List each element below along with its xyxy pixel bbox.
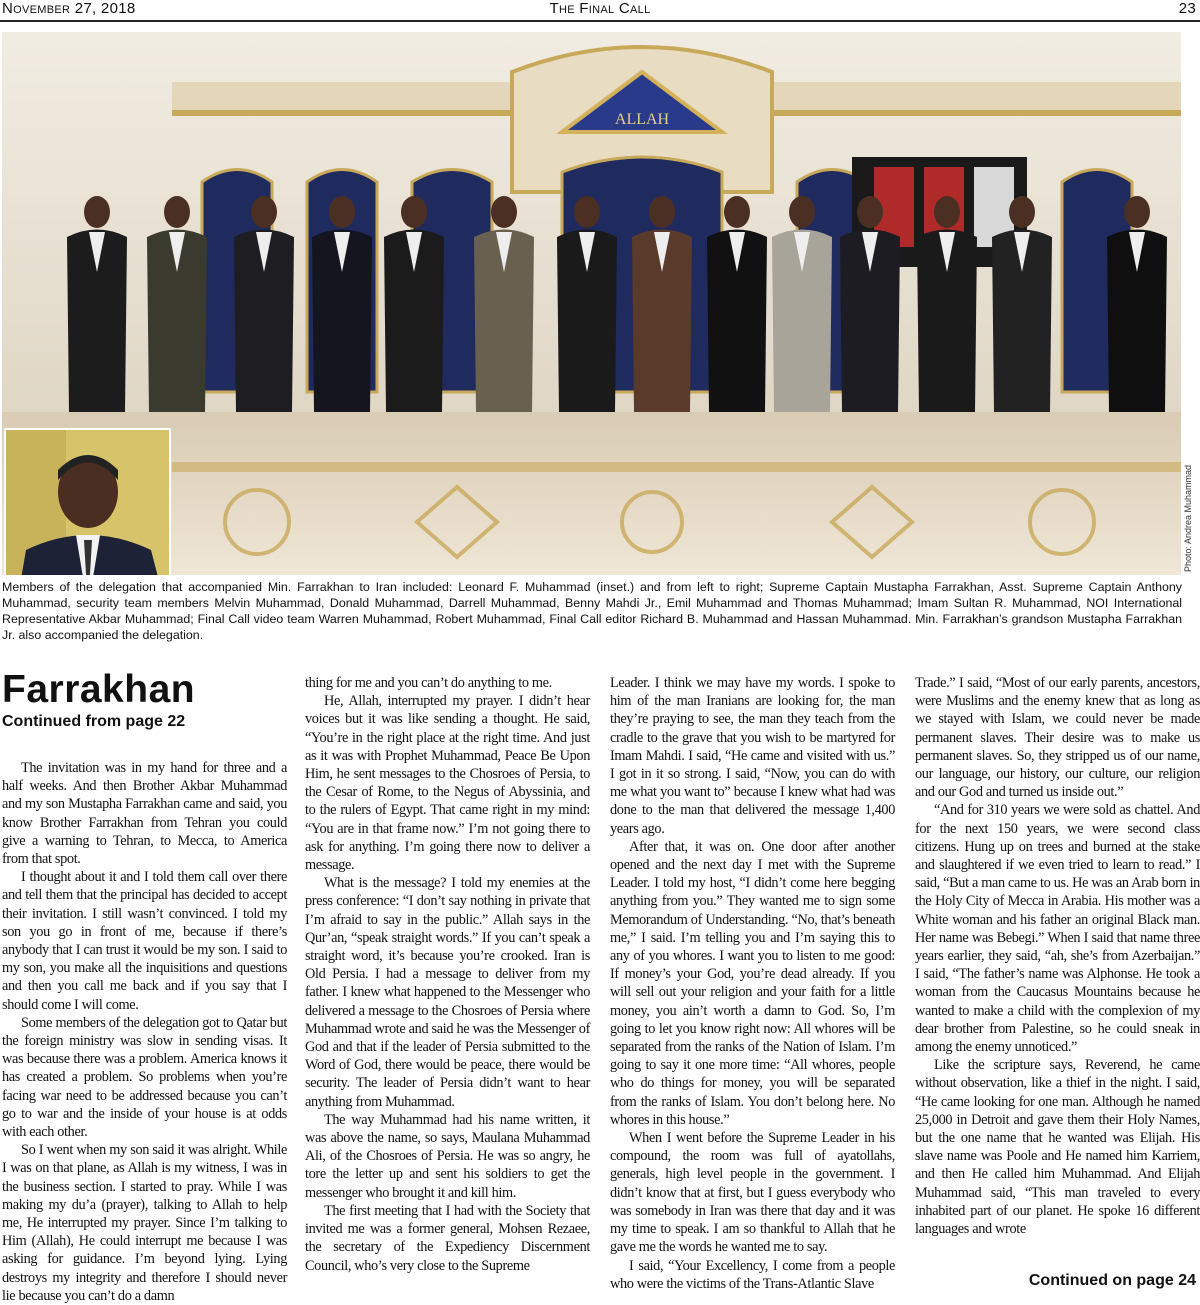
continued-from: Continued from page 22 [2, 713, 186, 730]
paragraph: He, Allah, interrupted my prayer. I didn’t hear voices but it was like sending a thought. He said, “You’re in the right place at the right time. And just as it was with Prophet Muhammad, Peace Be Upon Him, he sent messages to the Chosroes of Persia, to the Cesar of Rome, to the Negus of Abyssinia, and to the rulers of Egypt. That came right in my mind: “You are in that frame now.” I’m not going there to ask for anything. I’m going there now to deliver a message. [305, 693, 590, 874]
paragraph: So I went when my son said it was alright. While I was on that plane, as Allah is my witness, I was in the business section. I started to pray. While I was making my du’a (prayer), talking to Allah to help me, He interrupted my prayer. Since I’m talking to Him (Allah), He could interrupt me because I was asking for guidance. I’m beyond lying. Lying destroys my integrity and therefore I should never lie because you can’t do a damn [2, 1142, 287, 1304]
continued-on: Continued on page 24 [1028, 1272, 1196, 1289]
paragraph: After that, it was on. One door after another opened and the next day I met with the Supreme Leader. I told my host, “I didn’t come here begging anything from you.” They wanted me to sign some Memorandum of Understanding. “No, that’s beneath me,” I said. I’m telling you and I’m saying this to any of you whores. I want you to listen to me good: If money’s your God, you’re dead already. If you will sell out your religion and your faith for a little money, you ain’t worth a damn to God. So, I’m going to let you know right now: All whores will be separated from the ranks of the Nation of Islam. I’m going to say it one more time: “All whores, people who do things for money, you will be separated from the ranks of Islam. You don’t belong here. No whores in this house.” [610, 838, 895, 1128]
paragraph: I said, “Your Excellency, I come from a people who were the victims of the Trans-Atlantic Slave [610, 1257, 895, 1292]
article-column-1 [2, 759, 287, 1305]
paragraph: What is the message? I told my enemies at the press conference: “I don’t say nothing in private that I’m afraid to say in the public.” Allah says in the Qur’an, “speak straight words.” If you can’t speak a straight word, it’s because you’re crooked. Iran is Old Persia. I had a message to deliver from my father. I knew what happened to the Messenger who delivered a message to the Chosroes of Persia where Muhammad wrote and said he was the Messenger of God and that if the leader of Persia submitted to the Word of God, there would be peace, there would be security. The leader of Persia didn’t want to hear anything from Muhammad. [305, 875, 590, 1110]
allah-banner-text: ALLAH [614, 111, 670, 128]
paragraph: Some members of the delegation got to Qatar but the foreign ministry was slow in sending visas. It was because there was a problem. America knows it has created a problem. So problems when you’re facing war need to be addressed because you can’t go to war and the inside of your house is at odds with each other. [2, 1014, 287, 1141]
paragraph: I thought about it and I told them call over there and tell them that the principal has decided to accept their invitation. I still wasn’t convinced. I told my son you go in front of me, because if there’s anybody that I can trust it would be my son. I said to my son, you make all the inquisitions and questions and then you call me back and if you say that I should come I will come. [2, 869, 287, 1013]
paragraph: The way Muhammad had his name written, it was above the name, so says, Maulana Muhammad Ali, of the Chosroes of Persia. He was so angry, he tore the letter up and sent his soldiers to get the messenger who brought it and kill him. [305, 1111, 590, 1201]
photo-credit: Photo: Andrea Muhammad [1183, 464, 1193, 572]
page-header [0, 0, 1200, 22]
issue-date: November 27, 2018 [2, 0, 136, 17]
newspaper-name: The Final Call [549, 0, 651, 17]
paragraph: “And for 310 years we were sold as chattel. And for the next 150 years, we were second class citizens. Hung up on trees and burned at the stake and slaughtered if we even tried to learn to read.” I said, “But a man came to us. He was an Arab born in the Holy City of Mecca in Arabia. His mother was a White woman and his father an original Black man. Her name was Bebegi.” When I said that name three years earlier, they said, “ah, she’s from Azerbaijan.” I said, “The father’s name was Alphonse. He took a woman from the Caucasus Mountains because he wanted to make a child with the complexion of my dear brother from Palestine, so he could sneak in among the enemy unnoticed.” [915, 802, 1200, 1056]
paragraph: Trade.” I said, “Most of our early parents, ancestors, were Muslims and the enemy knew that as long as we stayed with Islam, we could never be made permanent slaves. Their desire was to make us permanent slaves. So, they stripped us of our name, our language, our history, our culture, our religion and our God and turned us inside out.” [915, 675, 1200, 801]
page-number: 23 [1178, 0, 1196, 17]
article-column-2 [305, 674, 590, 1275]
delegation-photo [2, 32, 1181, 575]
paragraph: The first meeting that I had with the Society that invited me was a former general, Mohsen Rezaee, the secretary of the Expediency Discernment Council, who’s very close to the Supreme [305, 1202, 590, 1274]
inset-portrait [4, 428, 171, 575]
article-headline: Farrakhan [2, 668, 196, 711]
paragraph: Leader. I think we may have my words. I spoke to him of the man Iranians are looking for, the man they’re praying to see, the man they teach from the cradle to the grave that you wish to be martyred for Imam Mahdi. I said, “He came and visited with us.” I got in it so strong. I said, “Now, you can do with me what you want to” because I knew what had was done to the man that delivered the message 1,400 years ago. [610, 675, 895, 837]
article-column-3 [610, 674, 895, 1293]
paragraph: Like the scripture says, Reverend, he came without observation, like a thief in the night. I said, “He came looking for one man. Although he named 25,000 in Detroit and gave them their Holy Names, but the one name that he wanted was Elijah. His slave name was Poole and He named him Karriem, and then He called him Muhammad. And Elijah Muhammad said, “This man traveled to every inhabited part of our planet. He spoke 16 different languages and wrote [915, 1057, 1200, 1238]
photo-caption: Members of the delegation that accompanied Min. Farrakhan to Iran included: Leonard F. Muhammad (inset.) and from left to right; Supreme Captain Mustapha Farrakhan, Asst. Supreme Captain Anthony Muhammad, security team members Melvin Muhammad, Donald Muhammad, Darrell Muhammad, Benny Mahdi Jr., Emil Muhammad and Thomas Muhammad; Imam Sultan R. Muhammad, NOI International Representative Akbar Muhammad; Final Call video team Warren Muhammad, Robert Muhammad, Final Call editor Richard B. Muhammad and Hassan Muhammad. Min. Farrakhan’s grandson Mustapha Farrakhan Jr. also accompanied the delegation. [2, 580, 1182, 642]
paragraph: When I went before the Supreme Leader in his compound, the room was full of ayatollahs, generals, high level people in the government. I didn’t know that at first, but I guess everybody who was somebody in Iran was there that day and it was my time to speak. I am so thankful to Allah that he gave me the words he wanted me to say. [610, 1130, 895, 1256]
delegation-photo-illustration [2, 32, 1181, 575]
paragraph: The invitation was in my hand for three and a half weeks. And then Brother Akbar Muhammad and my son Mustapha Farrakhan came and said, you know Brother Farrakhan from Tehran you could give a warning to Tehran, to Mecca, to America from that spot. [2, 760, 287, 868]
article-column-4 [915, 674, 1200, 1238]
paragraph: thing for me and you can’t do anything to me. [305, 675, 552, 691]
inset-portrait-illustration [6, 430, 169, 575]
